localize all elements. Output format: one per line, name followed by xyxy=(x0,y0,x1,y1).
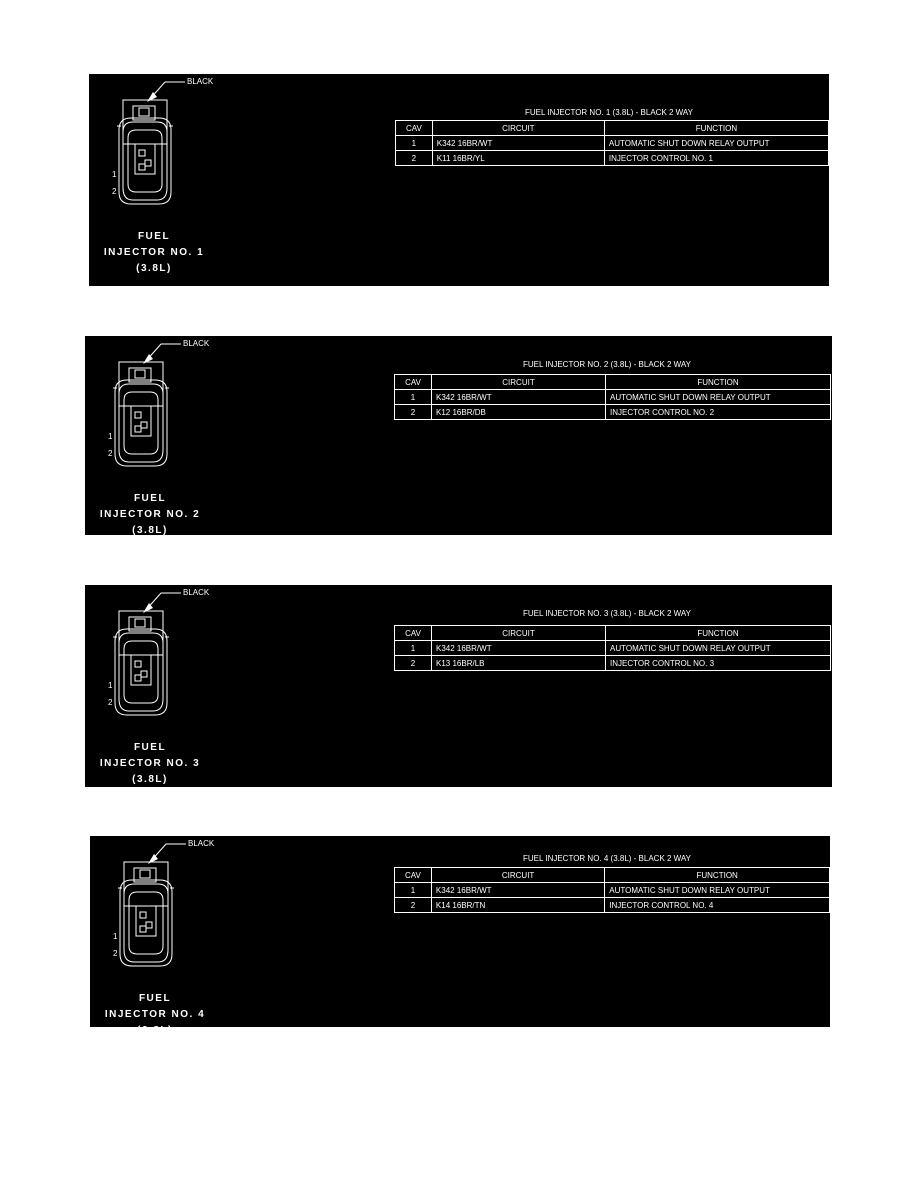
table-cell: K342 16BR/WT xyxy=(431,883,604,898)
table-cell: 1 xyxy=(395,641,432,656)
table-cell: K11 16BR/YL xyxy=(432,151,604,166)
table-cell: 1 xyxy=(395,390,432,405)
cavity-table xyxy=(395,120,829,166)
table-cell: K342 16BR/WT xyxy=(432,390,606,405)
connector-name-line: INJECTOR NO. 2 xyxy=(99,509,201,520)
connector-name-line: INJECTOR NO. 1 xyxy=(103,247,205,258)
table-row xyxy=(396,136,829,151)
connector-name-line: FUEL xyxy=(137,231,171,242)
connector-panel-4 xyxy=(90,836,830,1036)
connector-name-line: FUEL xyxy=(133,742,167,753)
pin-number-2: 2 xyxy=(108,449,113,458)
table-row xyxy=(395,883,830,898)
table-title: FUEL INJECTOR NO. 1 (3.8L) - BLACK 2 WAY xyxy=(524,108,694,117)
table-title: FUEL INJECTOR NO. 2 (3.8L) - BLACK 2 WAY xyxy=(522,360,692,369)
cavity-table xyxy=(394,374,831,420)
cavity-table xyxy=(394,625,831,671)
wire-color-label: BLACK xyxy=(183,588,210,597)
column-header: CAV xyxy=(395,375,432,390)
pin-number-1: 1 xyxy=(108,432,113,441)
table-header-row xyxy=(395,868,830,883)
connector-panel-3 xyxy=(85,585,832,787)
table-row xyxy=(395,405,831,420)
connector-name-line: (3.8L) xyxy=(132,774,168,785)
table-cell: K342 16BR/WT xyxy=(432,641,606,656)
table-header-row xyxy=(396,121,829,136)
table-cell: 1 xyxy=(396,136,433,151)
connector-outline-icon xyxy=(109,80,269,210)
connector-outline-icon xyxy=(105,591,265,721)
table-cell: AUTOMATIC SHUT DOWN RELAY OUTPUT xyxy=(604,136,828,151)
connector-name-line: (3.8L) xyxy=(136,263,172,274)
column-header: FUNCTION xyxy=(604,121,828,136)
connector-name-line: FUEL xyxy=(133,493,167,504)
column-header: FUNCTION xyxy=(606,375,831,390)
connector-name xyxy=(90,991,220,1039)
connector-panel-1 xyxy=(89,74,829,286)
column-header: CIRCUIT xyxy=(432,626,606,641)
table-cell: K342 16BR/WT xyxy=(432,136,604,151)
table-title: FUEL INJECTOR NO. 4 (3.8L) - BLACK 2 WAY xyxy=(522,854,692,863)
wire-color-label: BLACK xyxy=(188,839,215,848)
pin-number-1: 1 xyxy=(108,681,113,690)
column-header: CIRCUIT xyxy=(431,868,604,883)
table-cell: 2 xyxy=(395,656,432,671)
table-cell: 2 xyxy=(395,898,432,913)
table-cell: INJECTOR CONTROL NO. 1 xyxy=(604,151,828,166)
table-header-row xyxy=(395,626,831,641)
column-header: CIRCUIT xyxy=(432,121,604,136)
connector-name-line: (3.8L) xyxy=(132,525,168,536)
table-cell: 2 xyxy=(395,405,432,420)
table-cell: K13 16BR/LB xyxy=(432,656,606,671)
table-cell: K12 16BR/DB xyxy=(432,405,606,420)
connector-outline-icon xyxy=(110,842,270,972)
table-row xyxy=(395,641,831,656)
pin-number-1: 1 xyxy=(112,170,117,179)
wire-color-label: BLACK xyxy=(183,339,210,348)
table-cell: AUTOMATIC SHUT DOWN RELAY OUTPUT xyxy=(606,641,831,656)
column-header: FUNCTION xyxy=(606,626,831,641)
connector-name-line: FUEL xyxy=(138,993,172,1004)
column-header: CAV xyxy=(395,868,432,883)
table-header-row xyxy=(395,375,831,390)
connector-name xyxy=(89,229,219,277)
table-cell: K14 16BR/TN xyxy=(431,898,604,913)
connector-name xyxy=(85,740,215,788)
column-header: CIRCUIT xyxy=(432,375,606,390)
table-row xyxy=(396,151,829,166)
table-cell: 1 xyxy=(395,883,432,898)
column-header: FUNCTION xyxy=(605,868,830,883)
pin-number-2: 2 xyxy=(113,949,118,958)
pin-number-2: 2 xyxy=(108,698,113,707)
table-cell: INJECTOR CONTROL NO. 4 xyxy=(605,898,830,913)
table-cell: AUTOMATIC SHUT DOWN RELAY OUTPUT xyxy=(605,883,830,898)
table-cell: INJECTOR CONTROL NO. 2 xyxy=(606,405,831,420)
cavity-table xyxy=(394,867,830,913)
table-row xyxy=(395,898,830,913)
table-row xyxy=(395,656,831,671)
wire-color-label: BLACK xyxy=(187,77,214,86)
column-header: CAV xyxy=(395,626,432,641)
table-title: FUEL INJECTOR NO. 3 (3.8L) - BLACK 2 WAY xyxy=(522,609,692,618)
table-cell: INJECTOR CONTROL NO. 3 xyxy=(606,656,831,671)
table-cell: AUTOMATIC SHUT DOWN RELAY OUTPUT xyxy=(606,390,831,405)
connector-name xyxy=(85,491,215,539)
table-row xyxy=(395,390,831,405)
connector-name-line: INJECTOR NO. 3 xyxy=(99,758,201,769)
connector-panel-2 xyxy=(85,336,832,535)
table-cell: 2 xyxy=(396,151,433,166)
column-header: CAV xyxy=(396,121,433,136)
pin-number-2: 2 xyxy=(112,187,117,196)
connector-name-line: INJECTOR NO. 4 xyxy=(104,1009,206,1020)
connector-outline-icon xyxy=(105,342,265,472)
pin-number-1: 1 xyxy=(113,932,118,941)
connector-name-line: (3.8L) xyxy=(137,1025,173,1036)
